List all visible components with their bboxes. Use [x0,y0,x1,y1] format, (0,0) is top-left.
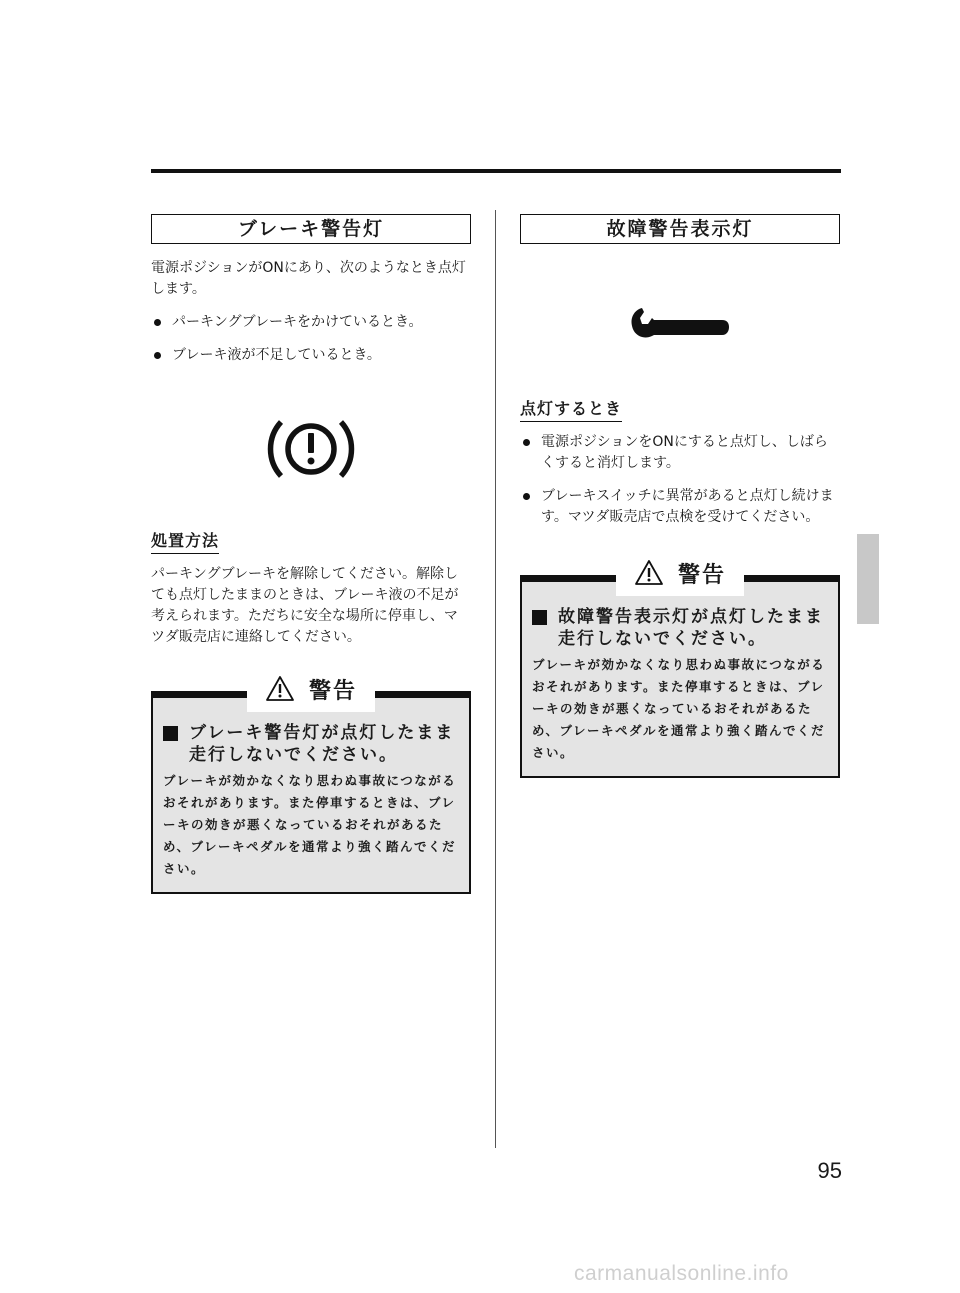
warning-label: 警告 [677,563,726,588]
brake-intro: 電源ポジションがONにあり、次のようなとき点灯します。 [151,260,466,297]
brake-warning-icon [151,414,471,488]
brake-warning-title: ブレーキ警告灯 [151,214,471,244]
list-item: ブレーキスイッチに異常があると点灯し続けます。マツダ販売店で点検を受けてください。 [520,486,840,528]
list-item: 電源ポジションをONにすると点灯し、しばらくすると消灯します。 [520,432,840,474]
brake-warning-box [151,679,471,894]
footer-watermark[interactable]: carmanualsonline.info [574,1262,789,1285]
warning-label: 警告 [308,679,357,704]
handling-text: パーキングブレーキを解除してください。解除しても点灯したままのときは、ブレーキ液の不足が考えられます。ただちに安全な場所に停車し、マツダ販売店に連絡してください。 [151,566,459,645]
list-item: パーキングブレーキをかけているとき。 [151,312,471,333]
when-lit-heading: 点灯するとき [520,396,622,422]
malfunction-warning-box [520,563,840,778]
bullet-square [163,726,178,741]
page-number: 95 [817,1158,842,1183]
left-column [151,214,471,894]
top-rule [151,169,841,173]
bullet-square [532,610,547,625]
warning-triangle-icon [634,559,664,586]
section-tab [857,534,879,624]
warning-title: 故障警告表示灯が点灯したまま走行しないでください。 [558,607,824,649]
warning-text: ブレーキが効かなくなり思わぬ事故につながるおそれがあります。また停車するときは、ブレーキの効きが悪くなっているおそれがあるため、ブレーキペダルを通常より強く踏んでください。 [163,773,457,876]
list-item: ブレーキ液が不足しているとき。 [151,345,471,366]
right-column [520,214,840,778]
warning-triangle-icon [265,675,295,702]
warning-text: ブレーキが効かなくなり思わぬ事故につながるおそれがあります。また停車するときは、ブレーキの効きが悪くなっているおそれがあるため、ブレーキペダルを通常より強く踏んでください。 [532,657,826,760]
warning-title: ブレーキ警告灯が点灯したまま走行しないでください。 [189,723,455,765]
malfunction-indicator-title: 故障警告表示灯 [520,214,840,244]
wrench-icon [520,304,840,354]
column-divider [495,210,496,1148]
handling-heading: 処置方法 [151,528,219,554]
